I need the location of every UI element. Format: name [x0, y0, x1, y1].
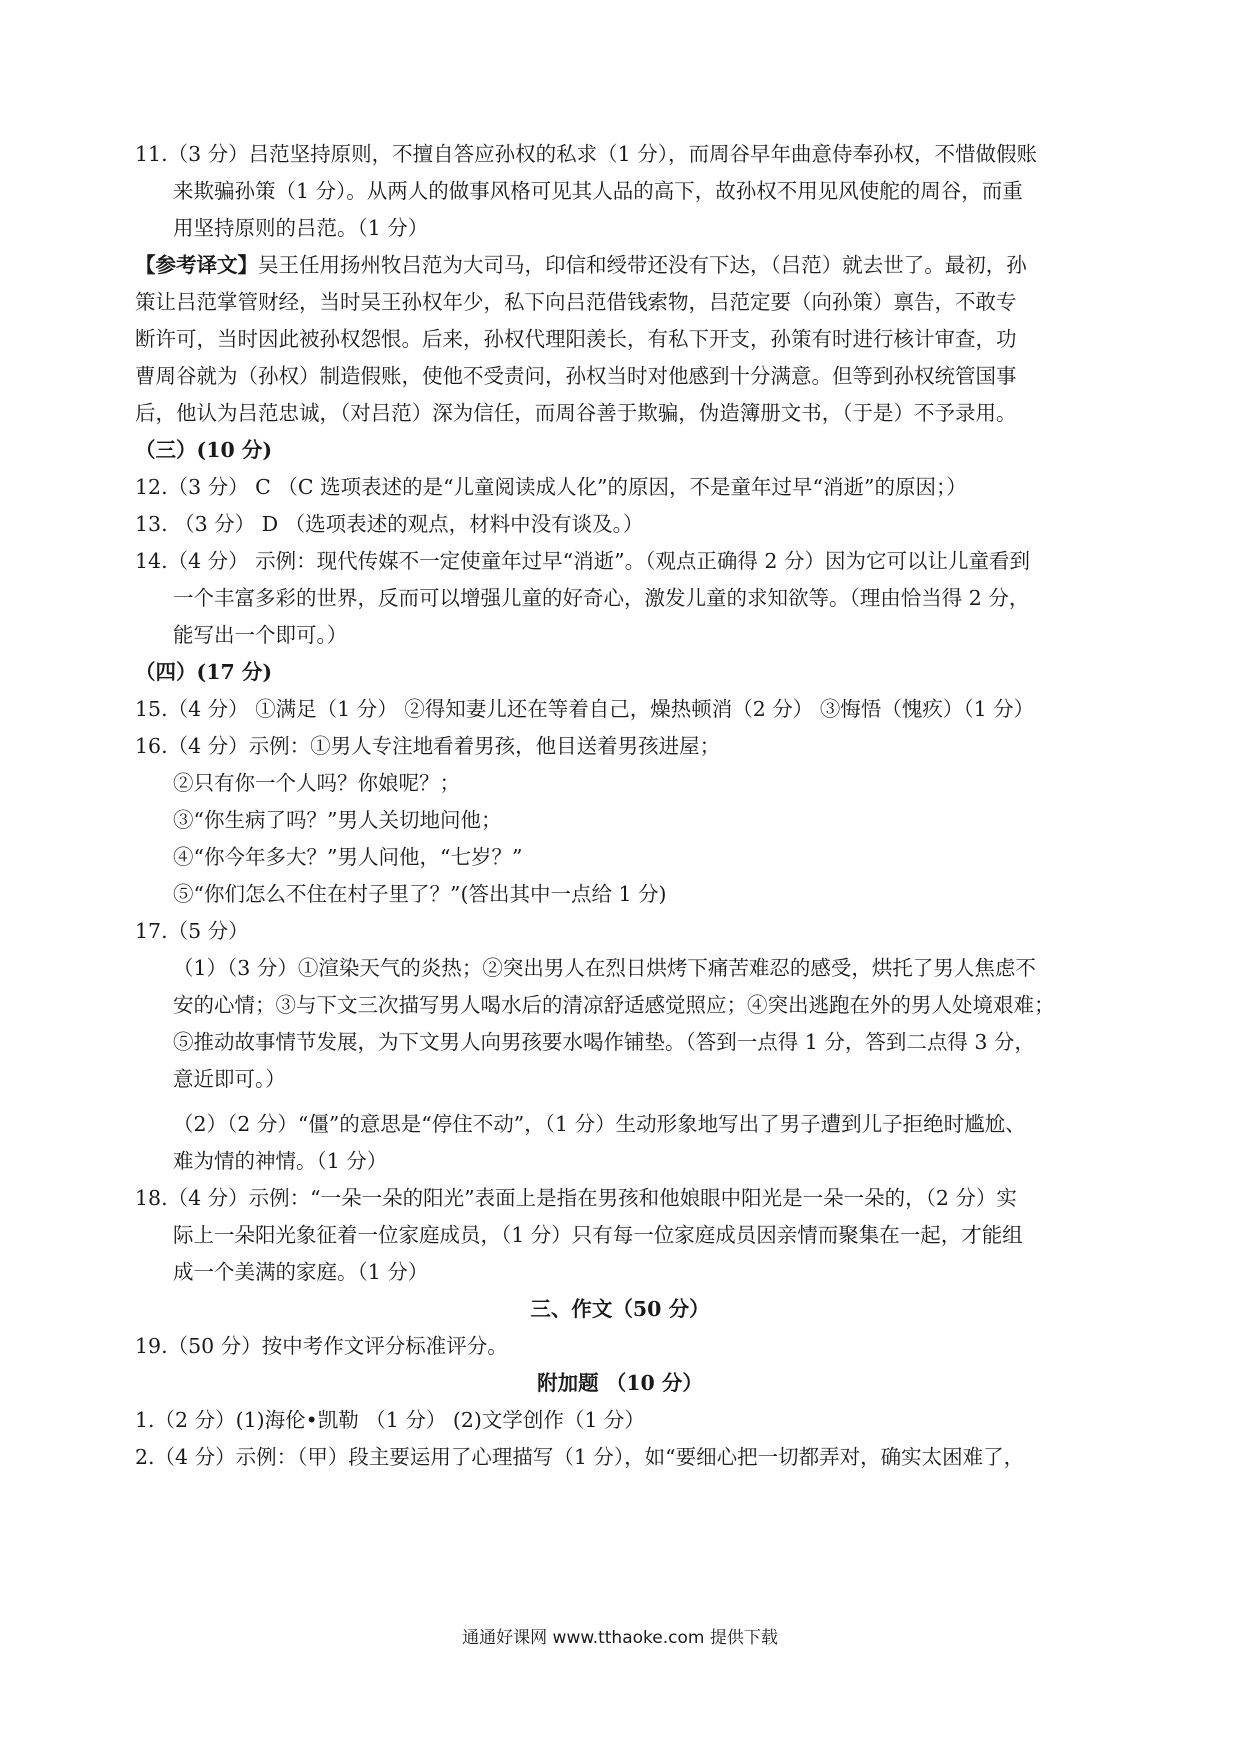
q17-part1-line-3: ⑤推动故事情节发展，为下文男人向男孩要水喝作铺垫。（答到一点得 1 分，答到二点得 3 分，	[173, 1030, 1035, 1054]
q18-line-1: 18.（4 分）示例：“一朵一朵的阳光”表面上是指在男孩和他娘眼中阳光是一朵一朵的，（2 分）实	[135, 1186, 1017, 1210]
q14-line-1: 14.（4 分） 示例：现代传媒不一定使童年过早“消逝”。（观点正确得 2 分）因为它可以让儿童看到	[135, 549, 1030, 573]
q11-line-2: 来欺骗孙策（1 分）。从两人的做事风格可见其人品的高下，故孙权不用见风使舵的周谷，而重	[173, 179, 1023, 203]
translation-line-4: 曹周谷就为（孙权）制造假账，使他不受责问，孙权当时对他感到十分满意。但等到孙权统管国事	[135, 364, 1017, 388]
q16-line-5: ⑤“你们怎么不住在村子里了？”(答出其中一点给 1 分)	[173, 882, 667, 906]
translation-line-1	[0, 251, 1240, 279]
translation-line-2: 策让吕范掌管财经，当时吴王孙权年少，私下向吕范借钱索物，吕范定要（向孙策）禀告，不敢专	[135, 290, 1017, 314]
q11-line-1: 11.（3 分）吕范坚持原则，不擅自答应孙权的私求（1 分），而周谷早年曲意侍奉孙权，不惜做假账	[135, 142, 1037, 166]
page-footer: 通通好课网 www.tthaoke.com 提供下载	[462, 1628, 778, 1648]
q18-line-3: 成一个美满的家庭。（1 分）	[173, 1260, 429, 1284]
extra-section-heading: 附加题 （10 分）	[537, 1371, 703, 1395]
q15: 15.（4 分） ①满足（1 分） ②得知妻儿还在等着自己，燥热顿消（2 分） ③悔悟（愧疚）（1 分）	[135, 697, 1035, 721]
q19: 19.（50 分）按中考作文评分标准评分。	[135, 1334, 508, 1358]
q12: 12.（3 分） C （C 选项表述的是“儿童阅读成人化”的原因，不是童年过早“消逝”的原因；）	[135, 475, 967, 499]
translation-line-5: 后，他认为吕范忠诚，（对吕范）深为信任，而周谷善于欺骗，伪造簿册文书，（于是）不予录用。	[135, 401, 1017, 425]
section-3-heading: （三）(10 分)	[135, 438, 273, 462]
q14-line-2: 一个丰富多彩的世界，反而可以增强儿童的好奇心，激发儿童的求知欲等。（理由恰当得 2 分，	[173, 586, 1030, 610]
q17-part1-line-1: （1）（3 分）①渲染天气的炎热；②突出男人在烈日烘烤下痛苦难忍的感受，烘托了男人焦虑不	[173, 956, 1036, 980]
translation-first-text: 吴王任用扬州牧吕范为大司马，印信和绶带还没有下达，（吕范）就去世了。最初，孙	[258, 253, 1027, 277]
q16-line-4: ④“你今年多大？”男人问他，“七岁？”	[173, 845, 523, 869]
q17-part2-line-2: 难为情的神情。（1 分）	[173, 1149, 388, 1173]
q17-part1-line-2: 安的心情；③与下文三次描写男人喝水后的清凉舒适感觉照应；④突出逃跑在外的男人处境艰难；	[173, 993, 1055, 1017]
q16-line-2: ②只有你一个人吗？你娘呢？；	[173, 771, 460, 795]
extra-q1: 1.（2 分）(1)海伦•凯勒 （1 分） (2)文学创作（1 分）	[135, 1408, 645, 1432]
extra-q2: 2.（4 分）示例：（甲）段主要运用了心理描写（1 分），如“要细心把一切都弄对，确实太困难了，	[135, 1445, 1025, 1469]
q13: 13. （3 分） D （选项表述的观点，材料中没有谈及。）	[135, 512, 644, 536]
q16-line-1: 16.（4 分）示例：①男人专注地看着男孩，他目送着男孩进屋；	[135, 734, 721, 758]
essay-section-heading: 三、作文（50 分）	[530, 1297, 710, 1321]
q17-part1-line-4: 意近即可。）	[173, 1067, 286, 1091]
translation-line-3: 断许可，当时因此被孙权怨恨。后来，孙权代理阳羡长，有私下开支，孙策有时进行核计审查，功	[135, 327, 1017, 351]
q17-heading: 17.（5 分）	[135, 919, 249, 943]
q17-part2-line-1: （2）（2 分）“僵”的意思是“停住不动”，（1 分）生动形象地写出了男子遭到儿子拒绝时尴尬、	[173, 1112, 1026, 1136]
translation-heading: 【参考译文】	[135, 253, 258, 277]
q11-line-3: 用坚持原则的吕范。（1 分）	[173, 216, 429, 240]
q18-line-2: 际上一朵阳光象征着一位家庭成员，（1 分）只有每一位家庭成员因亲情而聚集在一起，才能组	[173, 1223, 1023, 1247]
q16-line-3: ③“你生病了吗？”男人关切地问他；	[173, 808, 502, 832]
q14-line-3: 能写出一个即可。）	[173, 623, 348, 647]
section-4-heading: （四）(17 分)	[135, 660, 273, 684]
